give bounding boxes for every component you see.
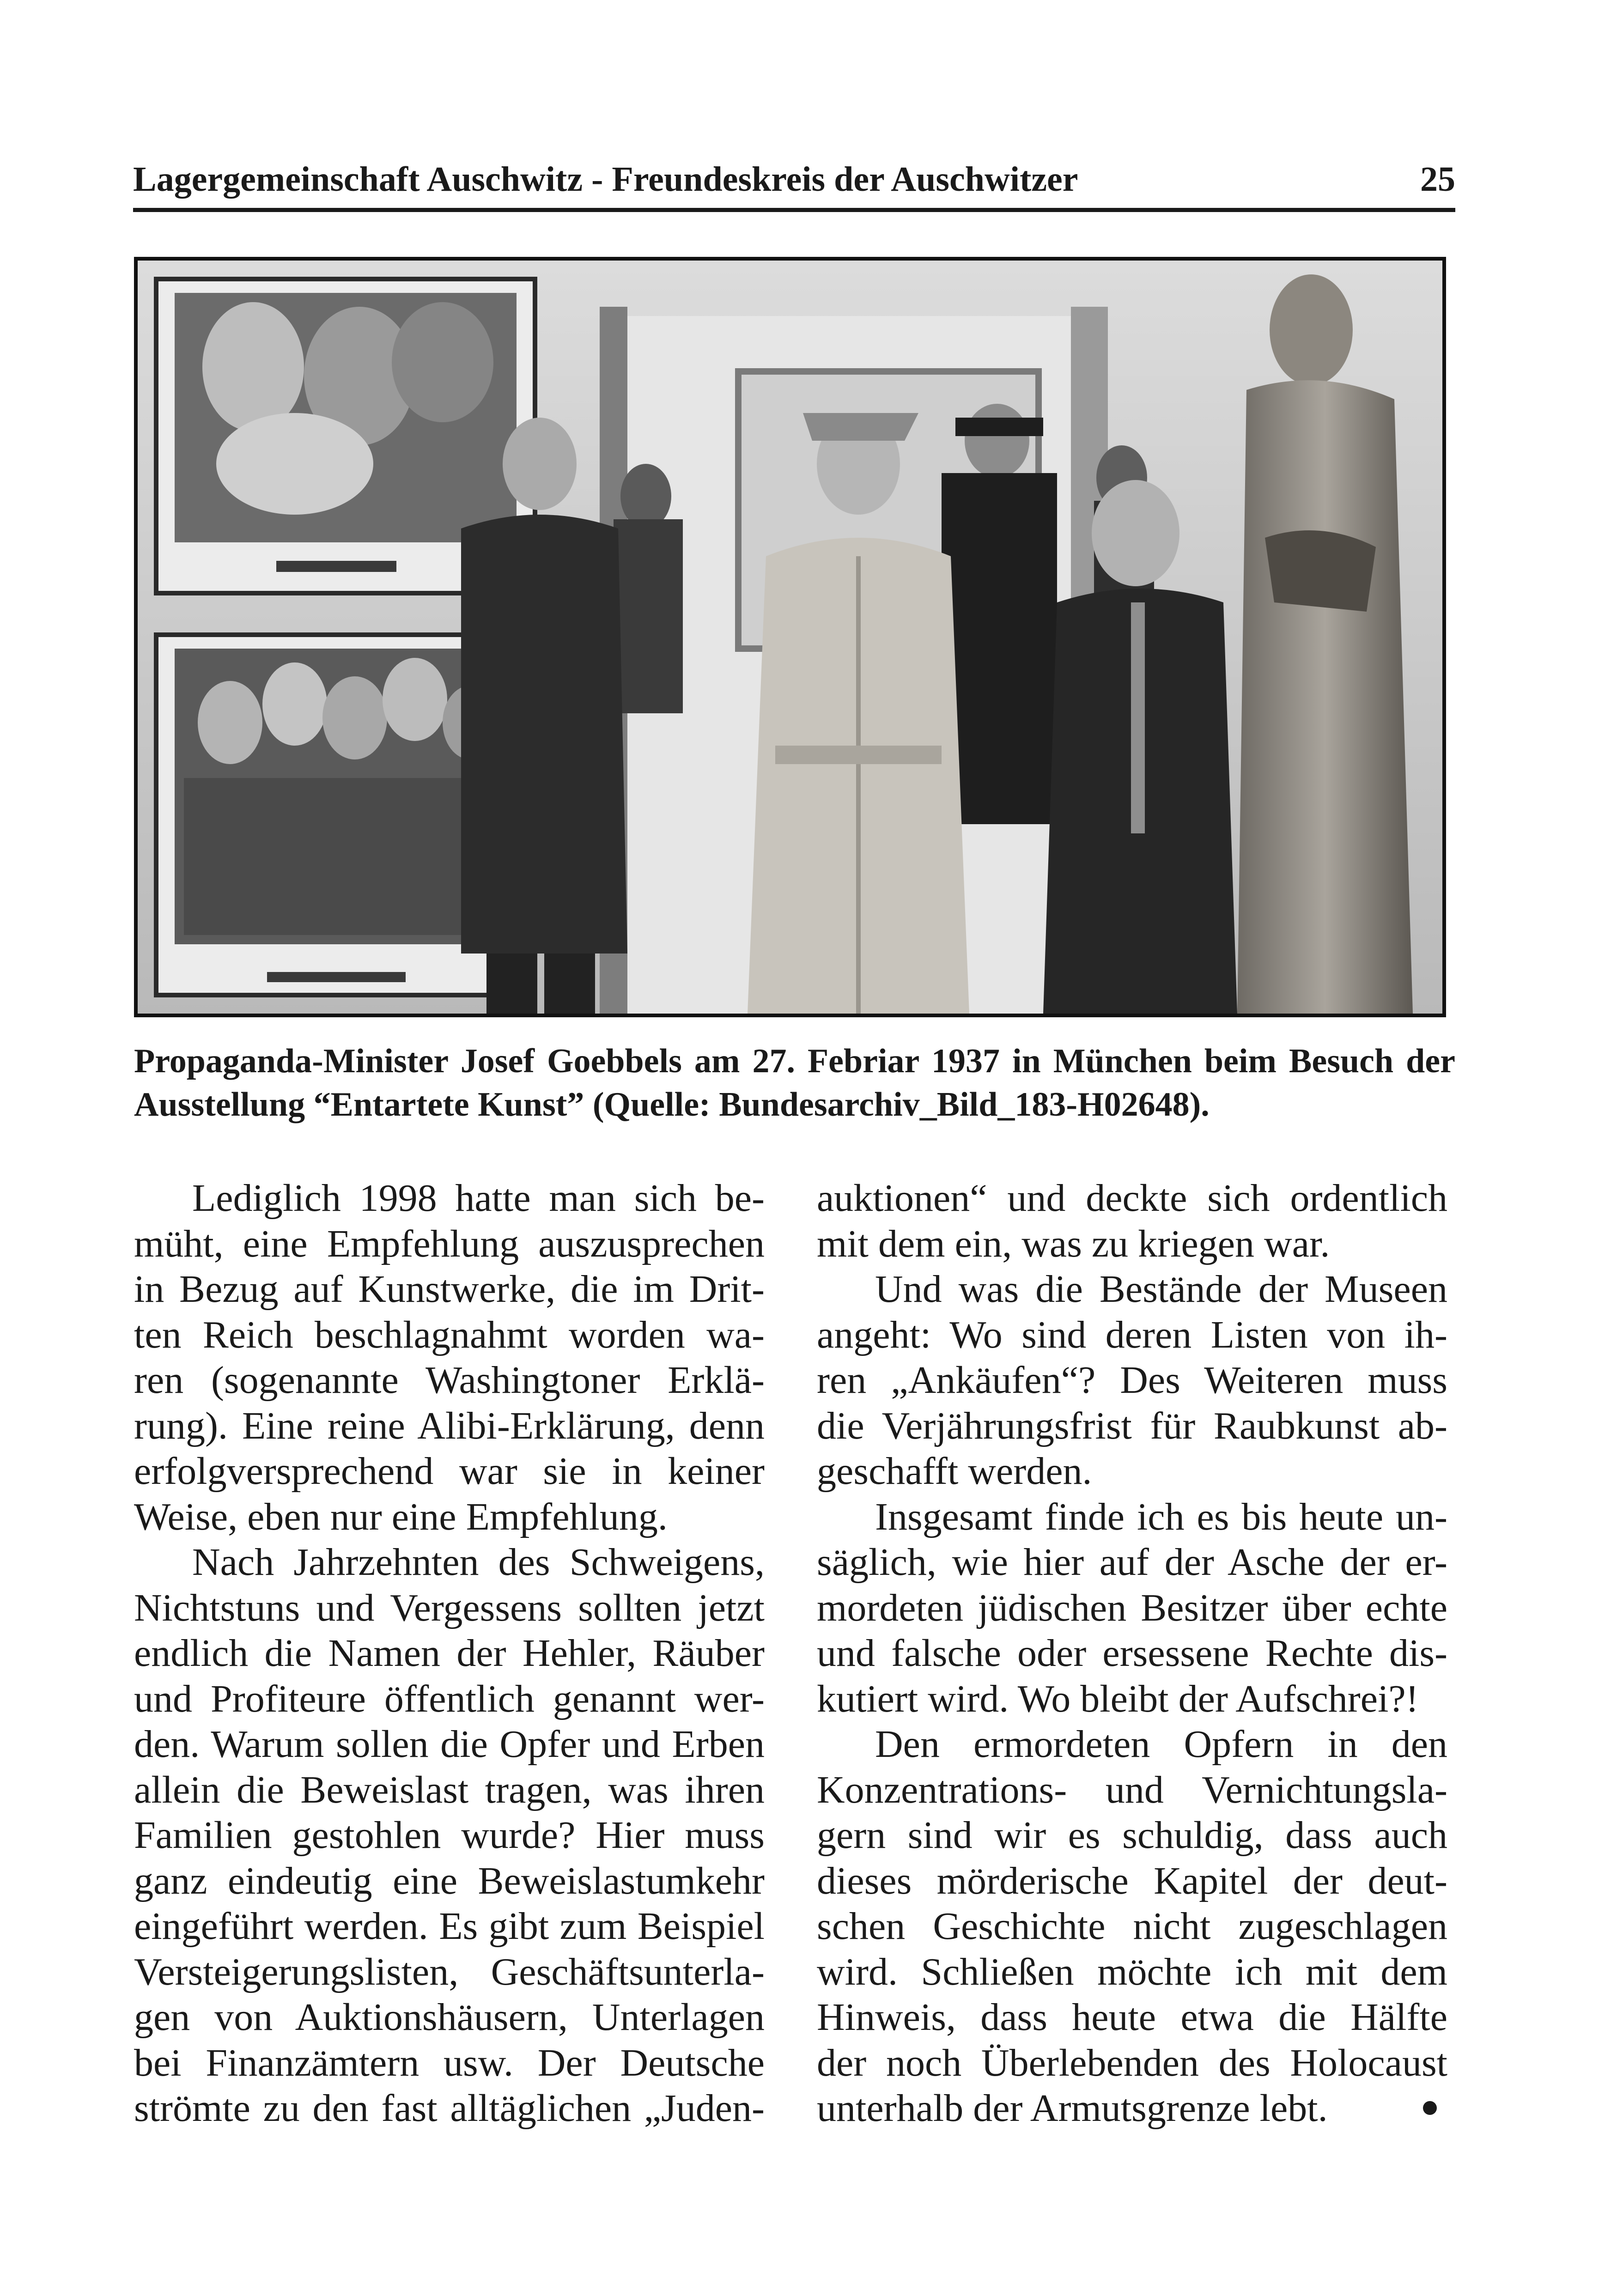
text-line: kutiert wird. Wo bleibt der Aufschrei?!: [817, 1677, 1419, 1720]
text-line: in Bezug auf Kunstwerke, die im Drit-: [134, 1268, 765, 1311]
text-line: eingeführt werden. Es gibt zum Beispiel: [134, 1905, 765, 1948]
text-line: gen von Auktionshäusern, Unterlagen: [134, 1996, 765, 2039]
text-line: Versteigerungslisten, Geschäftsunterla-: [134, 1950, 765, 1993]
photo-illustration: [138, 261, 1442, 1014]
photo-caption: [134, 1039, 1455, 1126]
text-line: ganz eindeutig eine Beweislastumkehr: [134, 1859, 765, 1902]
text-line: und Profiteure öffentlich genannt wer-: [134, 1677, 765, 1720]
text-line: Familien gestohlen wurde? Hier muss: [134, 1814, 765, 1857]
text-line: säglich, wie hier auf der Asche der er-: [817, 1541, 1447, 1584]
text-line: schen Geschichte nicht zugeschlagen: [817, 1905, 1447, 1948]
text-line: angeht: Wo sind deren Listen von ih-: [817, 1313, 1447, 1356]
text-line: ren „Ankäufen“? Des Weiteren muss: [817, 1359, 1447, 1402]
text-line: Konzentrations- und Vernichtungsla-: [817, 1768, 1447, 1811]
caption-line: Ausstellung “Entartete Kunst” (Quelle: Bundesarchiv_Bild_183-H02648).: [134, 1086, 1210, 1124]
text-line: rung). Eine reine Alibi-Erklärung, denn: [134, 1404, 765, 1447]
header-title: Lagergemeinschaft Auschwitz - Freundeskreis der Auschwitzer: [133, 160, 1078, 199]
text-line: gern sind wir es schuldig, dass auch: [817, 1814, 1447, 1857]
text-line: die Verjährungsfrist für Raubkunst ab-: [817, 1404, 1447, 1447]
text-line: unterhalb der Armutsgrenze lebt.: [817, 2087, 1328, 2130]
text-line: mordeten jüdischen Besitzer über echte: [817, 1586, 1447, 1629]
text-line: geschafft werden.: [817, 1450, 1092, 1493]
text-line: der noch Überlebenden des Holocaust: [817, 2041, 1447, 2084]
text-line: strömte zu den fast alltäglichen „Juden-: [134, 2087, 765, 2130]
text-line: Und was die Bestände der Museen: [875, 1268, 1447, 1311]
text-line: Nach Jahrzehnten des Schweigens,: [192, 1541, 765, 1584]
text-line: Nichtstuns und Vergessens sollten jetzt: [134, 1586, 765, 1629]
text-line: und falsche oder ersessene Rechte dis-: [817, 1632, 1447, 1675]
text-line: müht, eine Empfehlung auszusprechen: [134, 1222, 765, 1265]
text-line: bei Finanzämtern usw. Der Deutsche: [134, 2041, 765, 2084]
text-line: Weise, eben nur eine Empfehlung.: [134, 1495, 668, 1538]
exhibition-photo: [134, 257, 1446, 1017]
text-line: Hinweis, dass heute etwa die Hälfte: [817, 1996, 1447, 2039]
right-text-column: [817, 1176, 1447, 2132]
page-number: 25: [1420, 160, 1455, 199]
text-line: allein die Beweislast tragen, was ihren: [134, 1768, 765, 1811]
text-line: den. Warum sollen die Opfer und Erben: [134, 1723, 765, 1766]
left-text-column: [134, 1176, 765, 2132]
text-line: Lediglich 1998 hatte man sich be-: [192, 1177, 765, 1220]
text-line: Den ermordeten Opfern in den: [875, 1723, 1447, 1766]
text-line: ten Reich beschlagnahmt worden wa-: [134, 1313, 765, 1356]
text-line: wird. Schließen möchte ich mit dem: [817, 1950, 1447, 1993]
text-line: ren (sogenannte Washingtoner Erklä-: [134, 1359, 765, 1402]
text-line: dieses mörderische Kapitel der deut-: [817, 1859, 1447, 1902]
text-line: auktionen“ und deckte sich ordentlich: [817, 1177, 1447, 1220]
text-line: Insgesamt finde ich es bis heute un-: [875, 1495, 1447, 1538]
caption-line: Propaganda-Minister Josef Goebbels am 27. Febriar 1937 in München beim Besuch der: [134, 1042, 1455, 1080]
text-line: erfolgversprechend war sie in keiner: [134, 1450, 765, 1493]
text-line: mit dem ein, was zu kriegen war.: [817, 1222, 1330, 1265]
text-line: endlich die Namen der Hehler, Räuber: [134, 1632, 765, 1675]
running-header: [133, 152, 1455, 212]
end-of-article-bullet-icon: [1423, 2101, 1437, 2115]
